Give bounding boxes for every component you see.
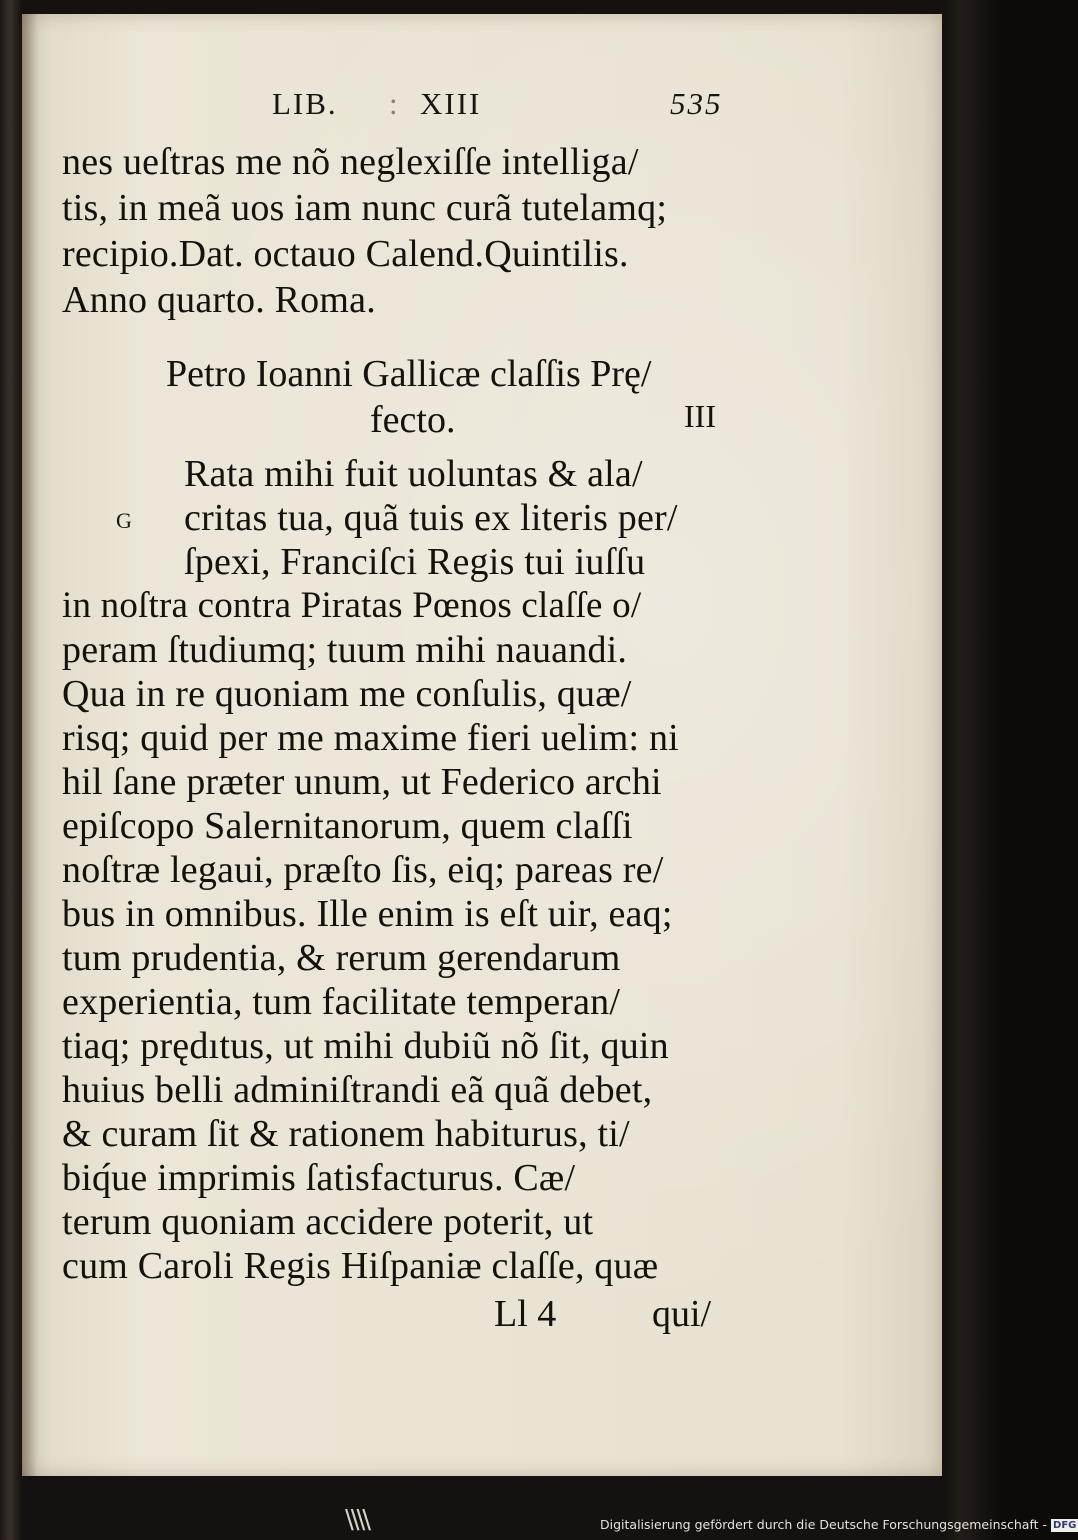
gutter-shadow [22, 14, 38, 1476]
credit-text: Digitalisierung gefördert durch die Deutsche Forschungsgemeinschaft - [600, 1517, 1048, 1532]
letter-number: III [684, 398, 716, 434]
letter-heading-line1: Petro Ioanni Gallicæ claſſis Prę/ [166, 353, 652, 395]
text-line: tis, in meã uos iam nunc curã tutelamq; [62, 187, 668, 229]
text-line: critas tua, quã tuis ex literis per/ [184, 497, 678, 539]
margin-letter: G [116, 508, 132, 533]
text-line: Rata mihi fuit uoluntas & ala/ [184, 453, 643, 495]
book-page [22, 14, 942, 1476]
text-line: terum quoniam accidere poterit, ut [62, 1201, 594, 1243]
text-line: Qua in re quoniam me conſulis, quæ/ [62, 673, 632, 715]
text-line: tum prudentia, & rerum gerendarum [62, 937, 621, 979]
text-line: tiaq; prędıtus, ut mihi dubiũ nõ ſit, quin [62, 1025, 669, 1067]
text-line: & curam ſit & rationem habiturus, ti/ [62, 1113, 630, 1155]
text-line: experientia, tum facilitate temperan/ [62, 981, 621, 1023]
signature-mark: Ll 4 [494, 1293, 557, 1335]
dfg-logo: DFG [1053, 1520, 1077, 1531]
page-number: 535 [670, 86, 723, 121]
running-head-separator: : [389, 86, 400, 121]
text-line: Anno quarto. Roma. [62, 279, 376, 321]
text-line: nes ueſtras me nõ neglexiſſe intelliga/ [62, 141, 639, 183]
text-line: bus in omnibus. Ille enim is eſt uir, eaq; [62, 893, 673, 935]
text-line: epiſcopo Salernitanorum, quem claſſi [62, 805, 633, 847]
text-line: huius belli adminiſtrandi eã quã debet, [62, 1069, 653, 1111]
text-line: recipio.Dat. octauo Calend.Quintilis. [62, 233, 629, 275]
text-line: in noſtra contra Piratas Pœnos claſſe o/ [62, 585, 642, 626]
running-head-book: LIB. [272, 86, 338, 121]
text-line: biq́ue imprimis ſatisfacturus. Cæ/ [62, 1157, 576, 1199]
text-line: ſpexi, Franciſci Regis tui iuſſu [184, 541, 646, 583]
digitization-credit [600, 1517, 1077, 1540]
text-line: risq; quid per me maxime fieri uelim: ni [62, 717, 679, 759]
text-line: peram ſtudiumq; tuum mihi nauandi. [62, 629, 628, 671]
running-head [22, 86, 942, 126]
text-line: hil ſane præter unum, ut Federico archi [62, 761, 662, 803]
letter-heading-line2: fecto. [370, 399, 456, 441]
text-line: noſtræ legaui, præſto ſis, eiq; pareas re/ [62, 849, 664, 891]
catchword: qui/ [652, 1293, 712, 1335]
scan-edge-marks: \\\\ [345, 1505, 369, 1535]
running-head-book-number: XIII [420, 86, 482, 121]
text-line: cum Caroli Regis Hiſpaniæ claſſe, quæ [62, 1245, 659, 1287]
